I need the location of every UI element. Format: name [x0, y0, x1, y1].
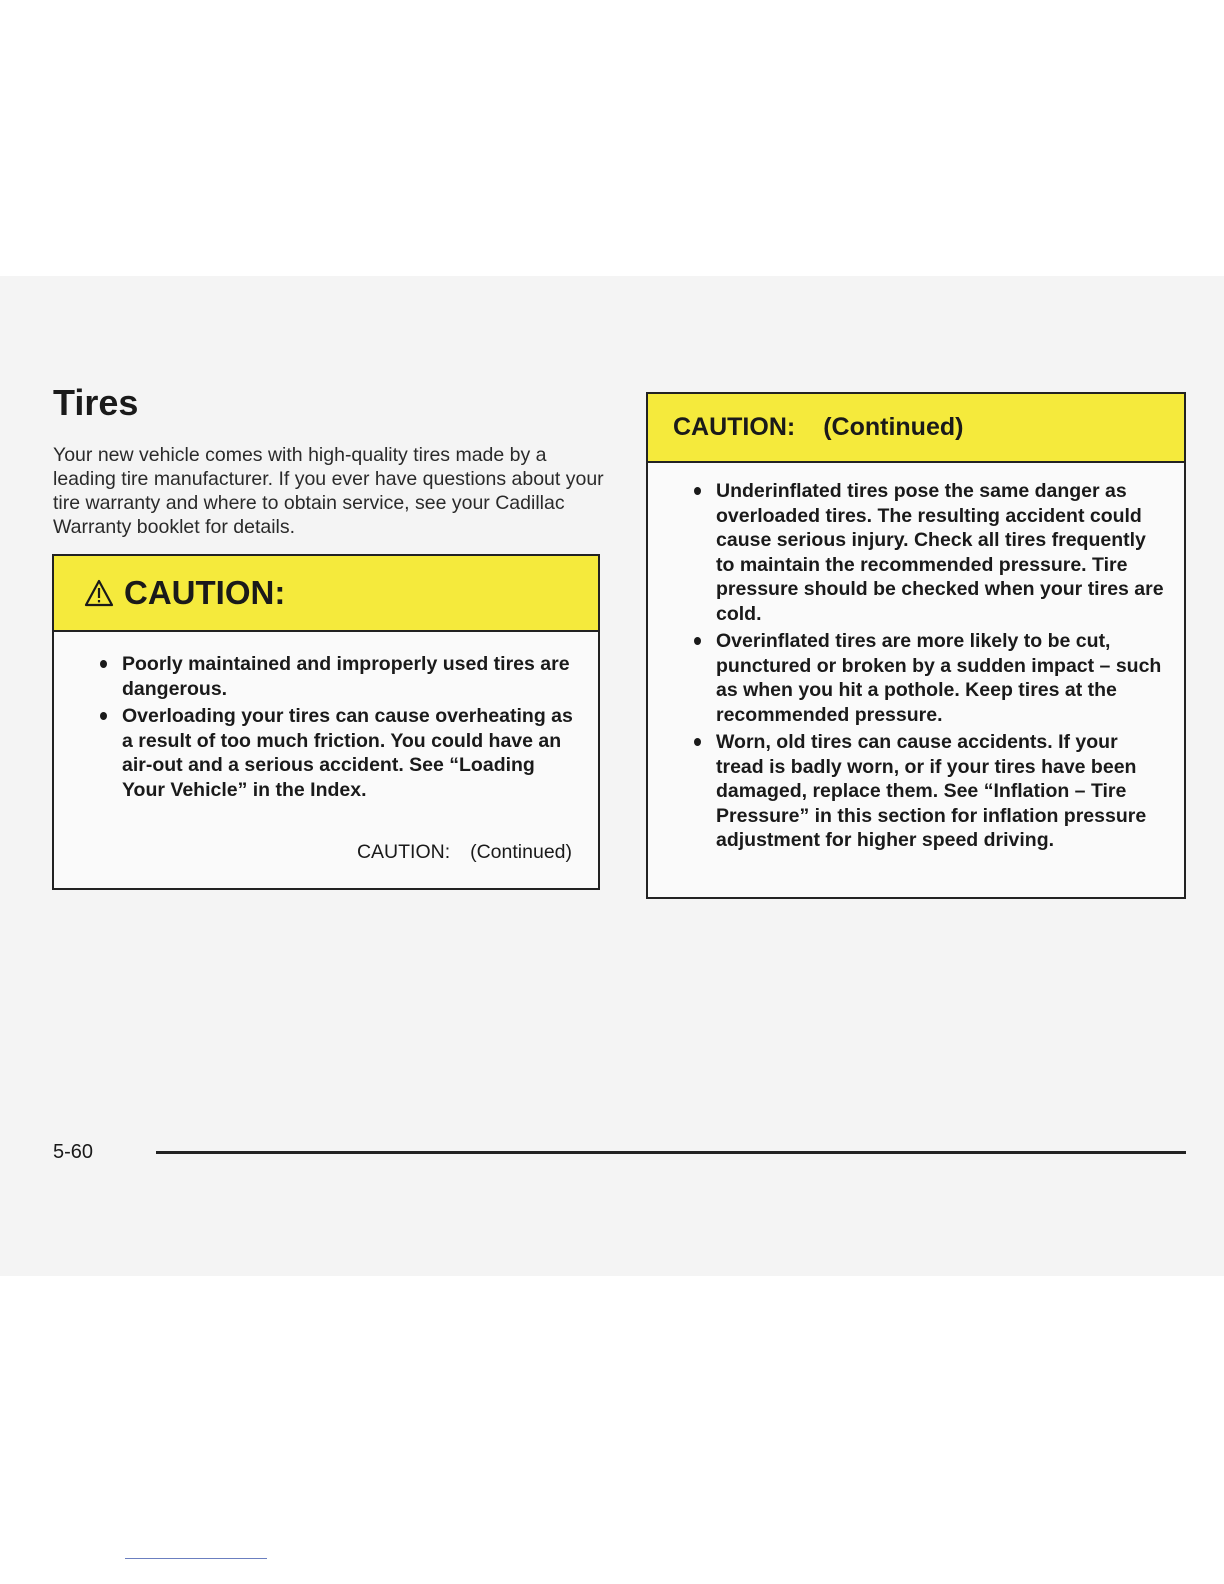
bottom-divider [125, 1558, 267, 1559]
bullet-dot [694, 637, 701, 645]
caution-box-continued [646, 392, 1186, 899]
caution-header [54, 556, 598, 632]
caution-header-continued: (Continued) [823, 413, 964, 441]
caution-header-label: CAUTION: [124, 574, 286, 611]
caution-continued-header [648, 394, 1184, 463]
caution-bullet-item [716, 479, 1168, 626]
caution-bullet-item [716, 730, 1168, 853]
caution-continued-caution: CAUTION: [356, 841, 451, 863]
footer-rule [156, 1151, 1186, 1154]
page-title: Tires [53, 382, 139, 423]
bullet-dot [100, 660, 107, 668]
caution-bullet-list [648, 463, 1184, 853]
caution-bullet-text: Underinflated tires pose the same danger as overloaded tires. The resulting accident could cause serious injury. Check all tires frequently to maintain the recommended pressure. Tire pressure should be checked when your tires are cold. [716, 480, 1164, 625]
bullet-dot [100, 712, 107, 720]
caution-box-tires [52, 554, 600, 890]
caution-bullet-text: Overinflated tires are more likely to be cut, punctured or broken by a sudden impact – such as when you hit a pothole. Keep tires at the recommended pressure. [716, 630, 1162, 726]
caution-bullet-list [54, 632, 598, 802]
caution-bullet-text: Poorly maintained and improperly used tires are dangerous. [122, 653, 570, 700]
caution-bullet-text: Overloading your tires can cause overheating as a result of too much friction. You could have an air-out and a serious accident. See “Loading Your Vehicle” in the Index. [122, 705, 573, 801]
caution-continued-note [357, 841, 572, 864]
caution-bullet-text: Worn, old tires can cause accidents. If your tread is badly worn, or if your tires have been damaged, replace them. See “Inflation – Tire Pressure” in this section for inflation pressure adjustment for higher speed driving. [716, 731, 1147, 851]
caution-bullet-item [122, 704, 578, 802]
warning-triangle-icon [84, 579, 114, 607]
bullet-dot [694, 487, 701, 495]
intro-paragraph: Your new vehicle comes with high-quality tires made by a leading tire manufacturer. If you ever have questions about your tire warranty and where to obtain service, see your Cadillac Warranty booklet for details. [53, 444, 604, 538]
caution-bullet-item [122, 652, 578, 701]
caution-header-label: CAUTION: [673, 413, 796, 441]
caution-continued-label: (Continued) [470, 841, 572, 863]
page-number: 5-60 [53, 1141, 94, 1163]
bullet-dot [694, 738, 701, 746]
caution-bullet-item [716, 629, 1168, 727]
